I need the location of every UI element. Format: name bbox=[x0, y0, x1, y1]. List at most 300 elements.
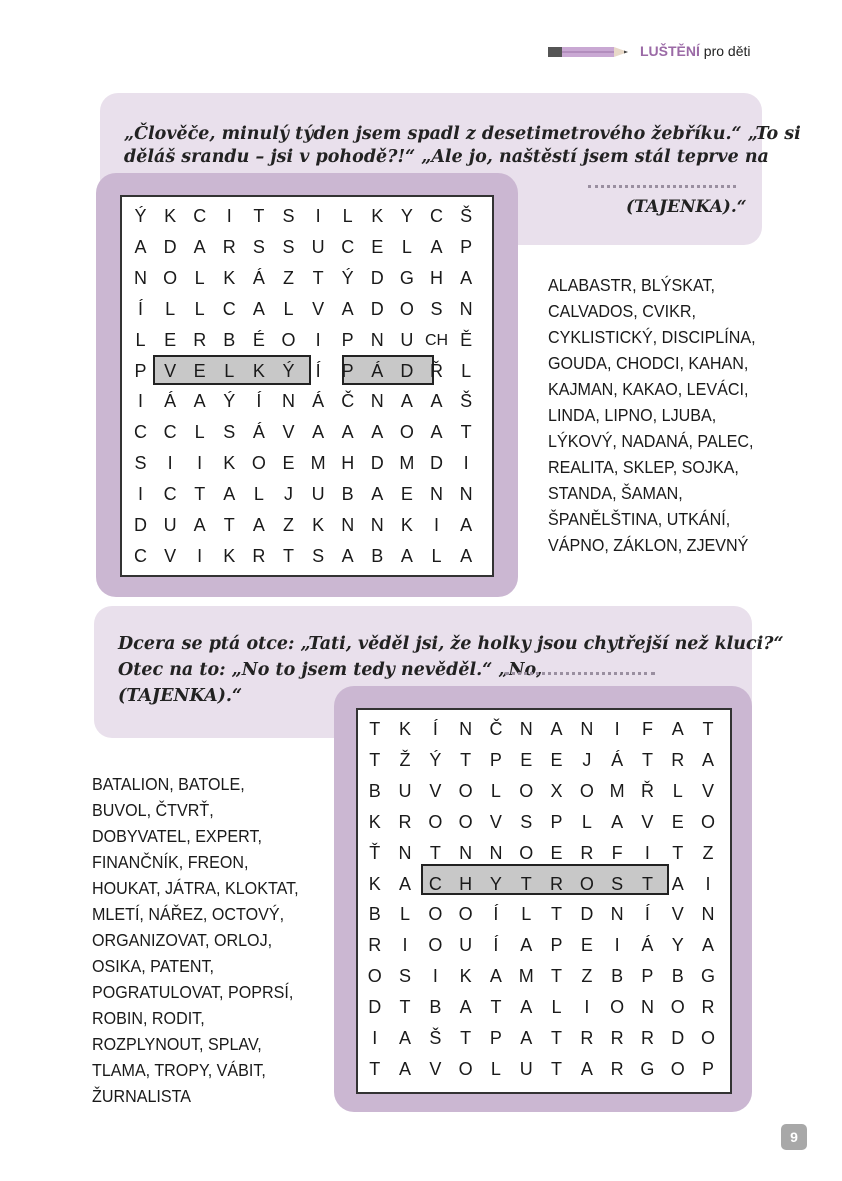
grid-cell: N bbox=[370, 329, 384, 350]
grid-cell: F bbox=[641, 719, 653, 739]
grid-cell: I bbox=[315, 329, 321, 350]
grid-cell: P bbox=[489, 1028, 502, 1048]
word-search-grid-1 bbox=[120, 195, 494, 577]
grid-cell: A bbox=[134, 236, 147, 257]
grid-cell: D bbox=[134, 515, 147, 535]
grid-cell: A bbox=[312, 422, 325, 443]
page-header bbox=[548, 40, 778, 64]
grid-cell: Ý bbox=[429, 749, 442, 770]
grid-cell: O bbox=[458, 1058, 473, 1079]
grid-cell: B bbox=[368, 904, 381, 925]
grid-cell: L bbox=[194, 422, 205, 443]
grid-cell: N bbox=[341, 515, 355, 535]
grid-cell: E bbox=[550, 842, 563, 863]
grid-cell: U bbox=[398, 780, 412, 801]
grid-cell: L bbox=[551, 997, 562, 1018]
grid-cell: M bbox=[310, 453, 326, 474]
grid-cell: O bbox=[670, 1058, 685, 1079]
grid-cell: Š bbox=[460, 206, 473, 226]
grid-cell: V bbox=[164, 545, 177, 566]
grid-cell: B bbox=[223, 329, 236, 350]
riddle-2-line-3: (TAJENKA).“ bbox=[118, 686, 243, 706]
grid-cell: S bbox=[282, 236, 295, 257]
grid-cell: A bbox=[193, 391, 206, 412]
word-list-line: TLAMA, TROPY, VÁBIT, bbox=[92, 1060, 266, 1080]
grid-cell: A bbox=[252, 298, 265, 319]
word-list-line: DOBYVATEL, EXPERT, bbox=[92, 826, 263, 846]
grid-cell: Í bbox=[137, 298, 143, 319]
page-number: 9 bbox=[781, 1124, 807, 1150]
grid-cell: R bbox=[610, 1058, 624, 1079]
grid-cell: V bbox=[641, 811, 654, 832]
grid-cell: H bbox=[341, 453, 355, 474]
grid-cell: P bbox=[550, 935, 563, 956]
grid-cell: S bbox=[430, 298, 443, 319]
riddle-1-line-1: „Člověče, minulý týden jsem spadl z desetimetrového žebříku.“ „To si bbox=[124, 124, 801, 144]
grid-cell: A bbox=[252, 515, 265, 535]
grid-cell: C bbox=[163, 422, 177, 443]
grid-cell: K bbox=[368, 873, 381, 894]
grid-cell: I bbox=[614, 935, 620, 956]
grid-cell: C bbox=[430, 206, 443, 226]
grid-cell: V bbox=[429, 1058, 442, 1079]
grid-cell: L bbox=[135, 329, 146, 350]
grid-cell: Ý bbox=[282, 360, 295, 381]
grid-cell: A bbox=[702, 935, 715, 956]
grid-cell: U bbox=[519, 1058, 533, 1079]
grid-cell: O bbox=[579, 780, 594, 801]
grid-cell: K bbox=[223, 453, 236, 474]
grid-cell: L bbox=[253, 484, 264, 505]
grid-cell: N bbox=[610, 904, 624, 925]
grid-cell: G bbox=[640, 1058, 655, 1079]
grid-cell: U bbox=[311, 236, 325, 257]
grid-cell: O bbox=[458, 780, 473, 801]
grid-cell: A bbox=[460, 515, 473, 535]
grid-cell: S bbox=[399, 966, 412, 987]
grid-cell: A bbox=[430, 236, 443, 257]
grid-cell: Č bbox=[341, 391, 355, 412]
grid-cell: O bbox=[281, 329, 296, 350]
grid-cell: R bbox=[580, 1028, 594, 1048]
grid-cell: P bbox=[702, 1058, 715, 1079]
grid-cell: K bbox=[459, 966, 472, 987]
grid-cell: D bbox=[400, 360, 414, 381]
grid-cell: H bbox=[459, 873, 473, 894]
brand-strong: LUŠTĚNÍ bbox=[640, 43, 700, 59]
grid-cell: U bbox=[459, 935, 473, 956]
word-list-2 bbox=[92, 771, 317, 1109]
grid-cell: L bbox=[490, 1058, 501, 1079]
grid-cell: N bbox=[370, 391, 384, 412]
grid-cell: D bbox=[370, 267, 384, 288]
grid-cell: L bbox=[431, 545, 442, 566]
grid-cell: A bbox=[341, 545, 354, 566]
word-list-line: BUVOL, ČTVRŤ, bbox=[92, 800, 214, 820]
grid-cell: E bbox=[164, 329, 177, 350]
grid-cell: S bbox=[252, 236, 265, 257]
grid-cell: T bbox=[551, 904, 563, 925]
grid-cell: L bbox=[490, 780, 501, 801]
word-list-line: REALITA, SKLEP, SOJKA, bbox=[548, 457, 739, 477]
grid-cell: A bbox=[223, 484, 236, 505]
grid-cell: U bbox=[400, 329, 414, 350]
word-list-line: CALVADOS, CVIKR, bbox=[548, 301, 696, 321]
grid-cell: I bbox=[705, 873, 711, 894]
grid-cell: L bbox=[165, 298, 176, 319]
word-list-line: MLETÍ, NÁŘEZ, OCTOVÝ, bbox=[92, 904, 285, 924]
grid-cell: I bbox=[137, 391, 143, 412]
grid-cell: I bbox=[432, 966, 438, 987]
grid-cell: N bbox=[398, 842, 412, 863]
grid-cell: T bbox=[399, 997, 411, 1018]
word-list-line: ŠPANĚLŠTINA, UTKÁNÍ, bbox=[548, 509, 731, 529]
tajenka-1: (TAJENKA).“ bbox=[626, 197, 747, 217]
grid-cell: CH bbox=[424, 331, 449, 349]
grid-cell: D bbox=[163, 236, 177, 257]
grid-cell: R bbox=[550, 873, 564, 894]
word-list-line: OSIKA, PATENT, bbox=[92, 956, 214, 976]
grid-cell: N bbox=[580, 719, 594, 739]
grid-cell: R bbox=[193, 329, 207, 350]
grid-cell: T bbox=[551, 1058, 563, 1079]
grid-cell: C bbox=[193, 206, 207, 226]
grid-cell: L bbox=[461, 360, 472, 381]
grid-cell: L bbox=[521, 904, 532, 925]
grid-cell: F bbox=[611, 842, 623, 863]
grid-cell: Y bbox=[400, 206, 413, 226]
grid-cell: N bbox=[459, 842, 473, 863]
grid-cell: S bbox=[134, 453, 147, 474]
grid-cell: B bbox=[341, 484, 354, 505]
grid-cell: T bbox=[460, 749, 472, 770]
grid-cell: K bbox=[164, 206, 177, 226]
grid-cell: I bbox=[197, 545, 203, 566]
grid-cell: P bbox=[341, 329, 354, 350]
grid-cell: Í bbox=[493, 935, 499, 956]
riddle-2-line-1: Dcera se ptá otce: „Tati, věděl jsi, že holky jsou chytřejší než kluci?“ bbox=[118, 634, 784, 654]
grid-cell: V bbox=[164, 360, 177, 381]
grid-cell: I bbox=[463, 453, 469, 474]
grid-cell: O bbox=[610, 997, 625, 1018]
grid-cell: C bbox=[163, 484, 177, 505]
grid-cell: A bbox=[460, 545, 473, 566]
grid-cell: O bbox=[367, 966, 382, 987]
grid-cell: I bbox=[137, 484, 143, 505]
grid-cell: T bbox=[520, 873, 532, 894]
grid-cell: Ý bbox=[223, 391, 236, 412]
grid-cell: I bbox=[167, 453, 173, 474]
word-list-line: ALABASTR, BLÝSKAT, bbox=[548, 275, 716, 295]
grid-cell: Y bbox=[671, 935, 684, 956]
grid-cell: R bbox=[610, 1028, 624, 1048]
grid-cell: V bbox=[429, 780, 442, 801]
grid-cell: Ž bbox=[399, 749, 411, 770]
grid-cell: M bbox=[399, 453, 415, 474]
grid-cell: T bbox=[194, 484, 206, 505]
pencil-icon bbox=[548, 46, 630, 58]
word-list-line: BATALION, BATOLE, bbox=[92, 774, 245, 794]
word-list-line: HOUKAT, JÁTRA, KLOKTAT, bbox=[92, 878, 299, 898]
grid-cell: Ř bbox=[640, 780, 654, 801]
grid-cell: A bbox=[371, 484, 384, 505]
grid-cell: O bbox=[399, 298, 414, 319]
grid-cell: E bbox=[371, 236, 384, 257]
word-list-line: FINANČNÍK, FREON, bbox=[92, 852, 249, 872]
grid-cell: B bbox=[368, 780, 381, 801]
grid-cell: O bbox=[428, 935, 443, 956]
grid-cell: A bbox=[400, 545, 413, 566]
grid-cell: K bbox=[368, 811, 381, 832]
grid-cell: É bbox=[252, 329, 265, 350]
grid-cell: H bbox=[430, 267, 443, 288]
grid-cell: Ý bbox=[341, 267, 354, 288]
grid-cell: K bbox=[400, 515, 413, 535]
grid-cell: I bbox=[197, 453, 203, 474]
grid-cell: C bbox=[134, 545, 147, 566]
grid-cell: U bbox=[311, 484, 325, 505]
grid-cell: E bbox=[520, 749, 533, 770]
brand-rest: pro děti bbox=[703, 43, 751, 59]
grid-cell: T bbox=[672, 842, 684, 863]
grid-cell: L bbox=[224, 360, 235, 381]
grid-cell: O bbox=[701, 811, 716, 832]
grid-cell: A bbox=[399, 1028, 412, 1048]
grid-cell: O bbox=[428, 811, 443, 832]
word-list-line: ORGANIZOVAT, ORLOJ, bbox=[92, 930, 273, 950]
grid-cell: A bbox=[520, 997, 533, 1018]
grid-cell: O bbox=[519, 842, 534, 863]
grid-cell: A bbox=[550, 719, 563, 739]
brand-title bbox=[640, 43, 750, 59]
grid-cell: B bbox=[429, 997, 442, 1018]
grid-cell: S bbox=[282, 206, 295, 226]
grid-cell: I bbox=[402, 935, 408, 956]
grid-cell: N bbox=[459, 719, 473, 739]
grid-cell: Í bbox=[315, 360, 321, 381]
grid-cell: G bbox=[399, 267, 414, 288]
grid-cell: B bbox=[671, 966, 684, 987]
grid-cell: O bbox=[701, 1028, 716, 1048]
grid-cell: O bbox=[670, 997, 685, 1018]
grid-cell: M bbox=[609, 780, 625, 801]
grid-cell: A bbox=[671, 873, 684, 894]
grid-cell: D bbox=[368, 997, 382, 1018]
grid-cell: R bbox=[368, 935, 382, 956]
grid-cell: N bbox=[282, 391, 295, 412]
grid-cell: N bbox=[489, 842, 503, 863]
grid-cell: N bbox=[519, 719, 533, 739]
word-list-line: POGRATULOVAT, POPRSÍ, bbox=[92, 982, 294, 1002]
answer-dots-1 bbox=[588, 185, 736, 188]
grid-cell: A bbox=[341, 422, 354, 443]
grid-cell: D bbox=[370, 298, 384, 319]
grid-cell: A bbox=[580, 1058, 593, 1079]
grid-cell: T bbox=[223, 515, 235, 535]
riddle-2-line-2: Otec na to: „No to jsem tedy nevěděl.“ „No, bbox=[118, 660, 543, 680]
grid-cell: T bbox=[490, 997, 502, 1018]
grid-cell: O bbox=[163, 267, 178, 288]
word-search-grid-2 bbox=[356, 708, 732, 1094]
grid-cell: Ě bbox=[460, 329, 473, 350]
grid-cell: A bbox=[489, 966, 502, 987]
grid-cell: A bbox=[430, 391, 443, 412]
grid-cell: N bbox=[459, 298, 473, 319]
grid-cell: R bbox=[701, 997, 715, 1018]
grid-cell: I bbox=[315, 206, 321, 226]
grid-cell: Á bbox=[371, 360, 384, 381]
grid-cell: R bbox=[222, 236, 236, 257]
grid-cell: L bbox=[581, 811, 592, 832]
grid-cell: L bbox=[283, 298, 294, 319]
grid-cell: T bbox=[369, 1058, 381, 1079]
grid-cell: Í bbox=[256, 391, 262, 412]
grid-cell: P bbox=[134, 360, 147, 381]
grid-cell: N bbox=[701, 904, 715, 925]
word-list-line: STANDA, ŠAMAN, bbox=[548, 483, 683, 503]
grid-cell: S bbox=[611, 873, 624, 894]
grid-cell: T bbox=[312, 267, 324, 288]
grid-cell: B bbox=[371, 545, 384, 566]
grid-cell: Ř bbox=[430, 360, 443, 381]
grid-cell: A bbox=[520, 1028, 533, 1048]
grid-cell: I bbox=[226, 206, 232, 226]
grid-cell: Á bbox=[164, 391, 177, 412]
grid-cell: O bbox=[579, 873, 594, 894]
grid-cell: J bbox=[582, 749, 592, 770]
grid-cell: S bbox=[312, 545, 325, 566]
grid-cell: K bbox=[223, 267, 236, 288]
grid-cell: N bbox=[134, 267, 147, 288]
grid-cell: Á bbox=[611, 749, 624, 770]
grid-cell: T bbox=[283, 545, 294, 566]
grid-cell: N bbox=[430, 484, 443, 505]
grid-cell: R bbox=[252, 545, 266, 566]
grid-cell: Á bbox=[252, 267, 265, 288]
riddle-1-line-2: děláš srandu – jsi v pohodě?!“ „Ale jo, naštěstí jsem stál teprve na bbox=[124, 147, 769, 167]
word-list-line: VÁPNO, ZÁKLON, ZJEVNÝ bbox=[548, 535, 749, 555]
grid-cell: Z bbox=[283, 267, 294, 288]
grid-cell: R bbox=[398, 811, 412, 832]
grid-cell: Y bbox=[489, 873, 502, 894]
grid-cell: I bbox=[584, 997, 590, 1018]
grid-cell: X bbox=[550, 780, 563, 801]
word-list-line: LÝKOVÝ, NADANÁ, PALEC, bbox=[548, 431, 754, 451]
grid-cell: T bbox=[551, 1028, 563, 1048]
grid-cell: E bbox=[550, 749, 563, 770]
grid-cell: A bbox=[399, 1058, 412, 1079]
word-list-1 bbox=[548, 272, 774, 558]
grid-cell: E bbox=[400, 484, 413, 505]
grid-cell: E bbox=[193, 360, 206, 381]
grid-cell: A bbox=[460, 267, 473, 288]
grid-cell: K bbox=[399, 719, 412, 739]
grid-cell: C bbox=[134, 422, 147, 443]
grid-cell: R bbox=[580, 842, 594, 863]
word-list-line: LINDA, LIPNO, LJUBA, bbox=[548, 405, 717, 425]
grid-cell: T bbox=[253, 206, 265, 226]
grid-cell: T bbox=[460, 1028, 472, 1048]
grid-cell: Z bbox=[581, 966, 593, 987]
grid-cell: T bbox=[460, 422, 472, 443]
grid-cell: N bbox=[459, 484, 473, 505]
grid-cell: C bbox=[341, 236, 355, 257]
word-list-line: GOUDA, CHODCI, KAHAN, bbox=[548, 353, 749, 373]
grid-cell: L bbox=[401, 236, 412, 257]
grid-cell: Z bbox=[283, 515, 294, 535]
grid-cell: R bbox=[640, 1028, 654, 1048]
grid-cell: Í bbox=[493, 904, 499, 925]
grid-cell: T bbox=[641, 749, 653, 770]
grid-cell: A bbox=[371, 422, 384, 443]
grid-cell: C bbox=[428, 873, 442, 894]
grid-cell: L bbox=[194, 267, 205, 288]
grid-cell: I bbox=[433, 515, 439, 535]
grid-cell: L bbox=[672, 780, 683, 801]
grid-cell: K bbox=[312, 515, 325, 535]
grid-cell: V bbox=[489, 811, 502, 832]
grid-cell: V bbox=[671, 904, 684, 925]
word-list-line: ROBIN, RODIT, bbox=[92, 1008, 205, 1028]
grid-cell: Č bbox=[489, 719, 503, 739]
grid-cell: O bbox=[458, 904, 473, 925]
grid-cell: D bbox=[370, 453, 384, 474]
grid-cell: Z bbox=[702, 842, 714, 863]
grid-cell: Í bbox=[644, 904, 650, 925]
grid-cell: Á bbox=[252, 422, 265, 443]
grid-cell: C bbox=[222, 298, 236, 319]
grid-cell: E bbox=[671, 811, 684, 832]
grid-cell: O bbox=[399, 422, 414, 443]
grid-cell: T bbox=[641, 873, 653, 894]
grid-cell: N bbox=[370, 515, 384, 535]
grid-cell: E bbox=[282, 453, 295, 474]
grid-cell: A bbox=[400, 391, 413, 412]
grid-cell: Š bbox=[429, 1028, 442, 1048]
grid-cell: D bbox=[580, 904, 594, 925]
grid-cell: P bbox=[341, 360, 354, 381]
grid-cell: A bbox=[430, 422, 443, 443]
grid-cell: Ý bbox=[134, 206, 147, 226]
grid-cell: S bbox=[223, 422, 236, 443]
grid-cell: Š bbox=[460, 391, 473, 412]
grid-cell: D bbox=[430, 453, 443, 474]
grid-cell: P bbox=[489, 749, 502, 770]
answer-dots-2 bbox=[505, 672, 655, 675]
grid-cell: P bbox=[460, 236, 473, 257]
grid-cell: A bbox=[611, 811, 624, 832]
grid-cell: I bbox=[644, 842, 650, 863]
grid-cell: P bbox=[641, 966, 654, 987]
grid-cell: N bbox=[640, 997, 654, 1018]
grid-cell: O bbox=[251, 453, 266, 474]
word-list-line: KAJMAN, KAKAO, LEVÁCI, bbox=[548, 379, 749, 399]
grid-cell: Á bbox=[641, 935, 654, 956]
grid-cell: A bbox=[520, 935, 533, 956]
grid-cell: O bbox=[428, 904, 443, 925]
grid-cell: A bbox=[702, 749, 715, 770]
grid-cell: B bbox=[611, 966, 624, 987]
grid-cell: J bbox=[284, 484, 293, 505]
grid-cell: D bbox=[671, 1028, 685, 1048]
grid-cell: Í bbox=[432, 719, 438, 739]
grid-cell: L bbox=[342, 206, 353, 226]
grid-cell: S bbox=[520, 811, 533, 832]
grid-cell: M bbox=[518, 966, 534, 987]
grid-cell: A bbox=[459, 997, 472, 1018]
grid-cell: L bbox=[400, 904, 411, 925]
grid-cell: U bbox=[163, 515, 177, 535]
